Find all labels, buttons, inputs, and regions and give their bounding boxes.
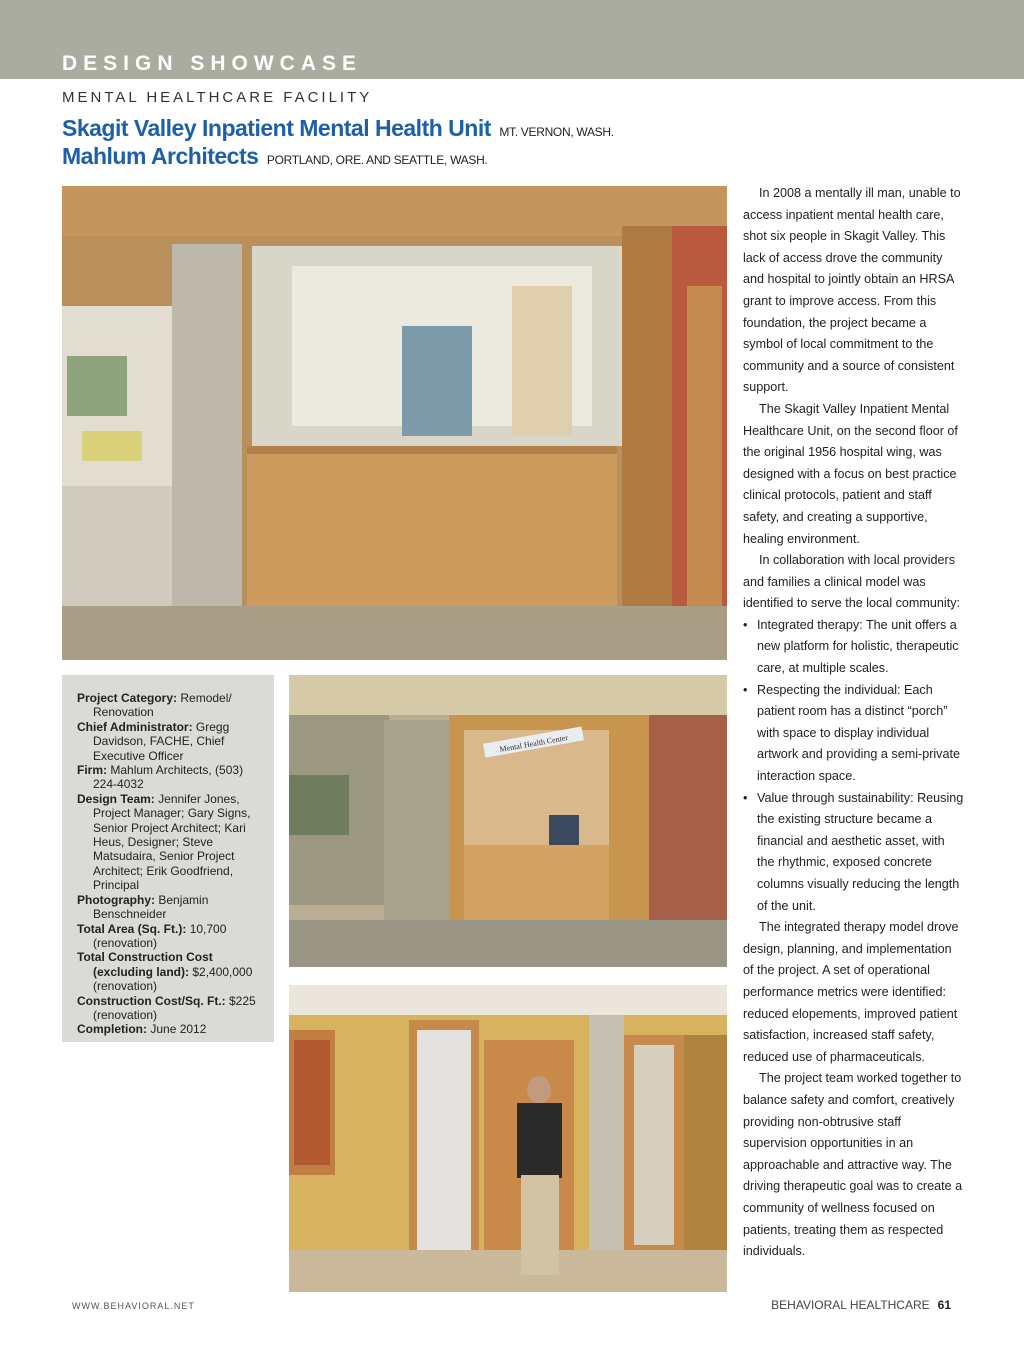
- photo-nurse-station: [62, 186, 727, 660]
- project-name: Skagit Valley Inpatient Mental Health Unit: [62, 115, 491, 141]
- footer-website: WWW.BEHAVIORAL.NET: [72, 1301, 195, 1311]
- page-number: 61: [937, 1298, 951, 1312]
- info-row: [77, 691, 264, 720]
- info-value: Remodel/ Renovation: [93, 691, 232, 720]
- info-label: Completion:: [77, 1022, 147, 1037]
- info-row: [77, 763, 264, 792]
- photo-corridor: [289, 985, 727, 1292]
- project-info-box: [62, 675, 274, 1042]
- project-title-line: [62, 115, 614, 142]
- info-row: [77, 994, 264, 1023]
- body-paragraph: In 2008 a mentally ill man, unable to access inpatient mental health care, shot six people in Skagit Valley. This lack of access drove the community and hospital to jointly obtain an HRSA grant to improve access. From this foundation, the project became a symbol of local commitment to the community and a source of consistent support.: [743, 186, 961, 395]
- info-row: [77, 792, 264, 893]
- info-value: $2,400,000 (renovation): [93, 964, 253, 994]
- info-value: Mahlum Architects, (503) 224-4032: [93, 763, 244, 792]
- category-label: MENTAL HEALTHCARE FACILITY: [62, 89, 373, 106]
- photo-mental-health-center: [289, 675, 727, 967]
- firm-title-line: [62, 143, 487, 170]
- firm-name: Mahlum Architects: [62, 143, 259, 169]
- body-paragraph: In collaboration with local providers and families a clinical model was identified to serve the local community:: [743, 553, 960, 611]
- bullet-item: • Integrated therapy: The unit offers a new platform for holistic, therapeutic care, at multiple scales.: [743, 615, 965, 680]
- info-row: [77, 1022, 264, 1036]
- bullet-item: • Value through sustainability: Reusing the existing structure became a financial and aesthetic asset, with the rhythmic, exposed concrete columns visually reducing the length of the unit.: [743, 788, 965, 918]
- center-sign-text: Mental Health Center: [498, 733, 569, 754]
- info-value: $225 (renovation): [93, 993, 256, 1022]
- info-value: June 2012: [150, 1022, 207, 1037]
- info-value: Benjamin Benschneider: [93, 892, 209, 922]
- project-location: MT. VERNON, WASH.: [499, 125, 614, 139]
- article-body: [743, 183, 965, 1263]
- body-paragraph: The integrated therapy model drove design, planning, and implementation of the project. A set of operational performance metrics were identified: reduced elopements, improved patient satisfaction, increased staff safety, reduced use of pharmaceuticals.: [743, 920, 959, 1064]
- info-label: Chief Administrator:: [77, 719, 193, 734]
- info-value: 10,700 (renovation): [93, 921, 227, 950]
- info-label: Total Area (Sq. Ft.):: [77, 921, 187, 936]
- body-paragraph: The Skagit Valley Inpatient Mental Healthcare Unit, on the second floor of the original 1956 hospital wing, was designed with a focus on best practice clinical protocols, patient and staff safety, and creating a supportive, healing environment.: [743, 401, 958, 546]
- publication-name: BEHAVIORAL HEALTHCARE: [771, 1298, 930, 1312]
- info-value: Gregg Davidson, FACHE, Chief Executive Officer: [93, 719, 230, 763]
- info-label: Total Construction Cost (excluding land):: [77, 950, 213, 979]
- footer-publication: [771, 1298, 951, 1312]
- info-row: [77, 922, 264, 951]
- info-row: [77, 720, 264, 763]
- section-label: DESIGN SHOWCASE: [62, 52, 363, 75]
- info-label: Project Category:: [77, 691, 178, 705]
- firm-location: PORTLAND, ORE. AND SEATTLE, WASH.: [266, 153, 488, 167]
- bullet-item: • Respecting the individual: Each patient room has a distinct “porch” with space to display individual artwork and providing a semi-private interaction space.: [743, 680, 965, 788]
- info-value: Jennifer Jones, Project Manager; Gary Signs, Senior Project Architect; Kari Heus, Designer; Steve Matsudaira, Senior Project Architect; Erik Goodfriend, Principal: [93, 791, 251, 893]
- info-label: Construction Cost/Sq. Ft.:: [77, 993, 226, 1008]
- bullet-list: [743, 615, 965, 917]
- body-paragraph: The project team worked together to balance safety and comfort, creatively providing non-obtrusive staff supervision opportunities in an approachable and attractive way. The driving therapeutic goal was to create a community of wellness focused on patients, treating them as respected individuals.: [743, 1071, 963, 1259]
- info-label: Firm:: [77, 763, 107, 778]
- info-row: [77, 893, 264, 922]
- info-label: Design Team:: [77, 791, 155, 806]
- info-row: [77, 950, 264, 993]
- info-label: Photography:: [77, 892, 155, 907]
